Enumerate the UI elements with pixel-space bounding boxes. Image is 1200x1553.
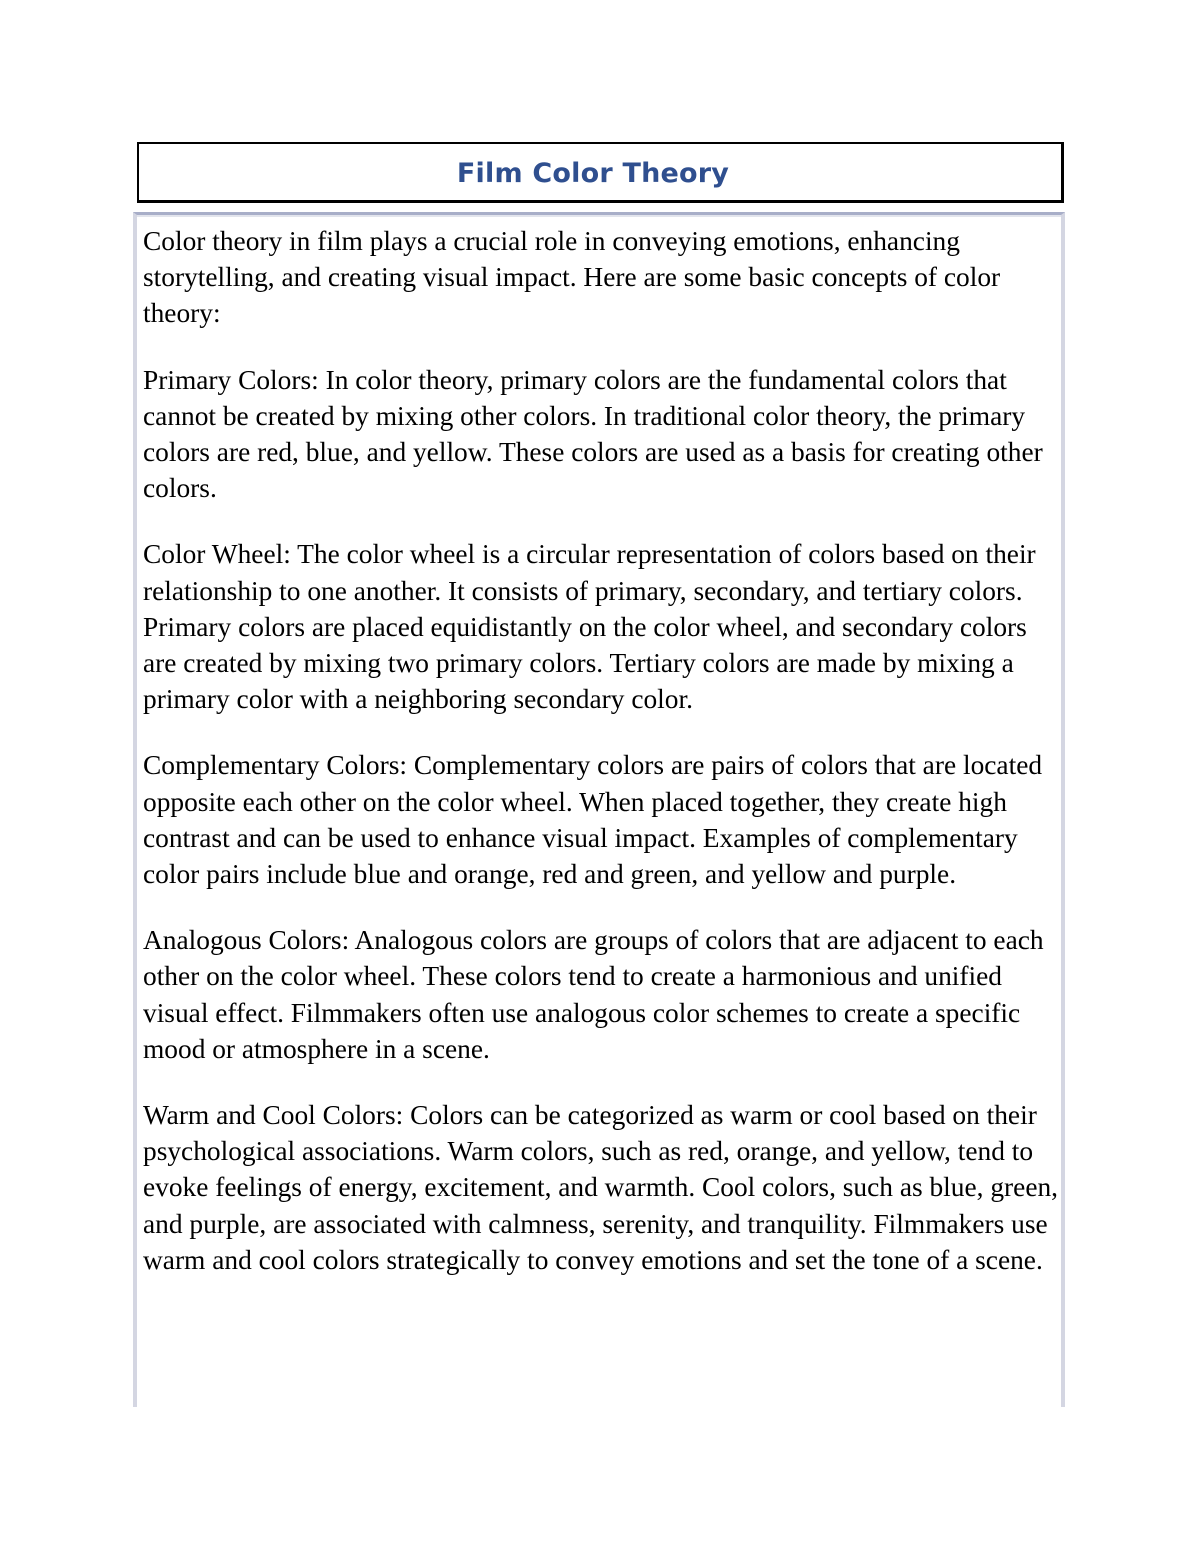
paragraph-primary-colors: Primary Colors: In color theory, primary colors are the fundamental colors that cannot be created by mixing other colors. In traditional color theory, the primary colors are red, blue, and yellow. These colors are used as a basis for creating other colors. [143,364,1043,504]
content-box [133,212,1065,1407]
paragraph-warm-cool-colors: Warm and Cool Colors: Colors can be categorized as warm or cool based on their psychological associations. Warm colors, such as red, orange, and yellow, tend to evoke feelings of energy, excitement, and warmth. Cool colors, such as blue, green, and purple, are associated with calmness, serenity, and tranquility. Filmmakers use warm and cool colors strategically to convey emotions and set the tone of a scene. [143,1100,1059,1275]
paragraph-complementary-colors: Complementary Colors: Complementary colors are pairs of colors that are located opposite each other on the color wheel. When placed together, they create high contrast and can be used to enhance visual impact. Examples of complementary color pairs include blue and orange, red and green, and yellow and purple. [143,750,1043,890]
title-box [137,142,1064,203]
document-title: Film Color Theory [456,158,730,189]
content-body [143,223,1063,1308]
paragraph-intro: Color theory in film plays a crucial role in conveying emotions, enhancing storytelling, and creating visual impact. Here are some basic concepts of color theory: [143,226,1001,329]
paragraph-color-wheel: Color Wheel: The color wheel is a circular representation of colors based on their relationship to one another. It consists of primary, secondary, and tertiary colors. Primary colors are placed equidistantly on the color wheel, and secondary colors are created by mixing two primary colors. Tertiary colors are made by mixing a primary color with a neighboring secondary color. [143,539,1036,715]
paragraph-analogous-colors: Analogous Colors: Analogous colors are groups of colors that are adjacent to each other on the color wheel. These colors tend to create a harmonious and unified visual effect. Filmmakers often use analogous color schemes to create a specific mood or atmosphere in a scene. [143,925,1044,1064]
